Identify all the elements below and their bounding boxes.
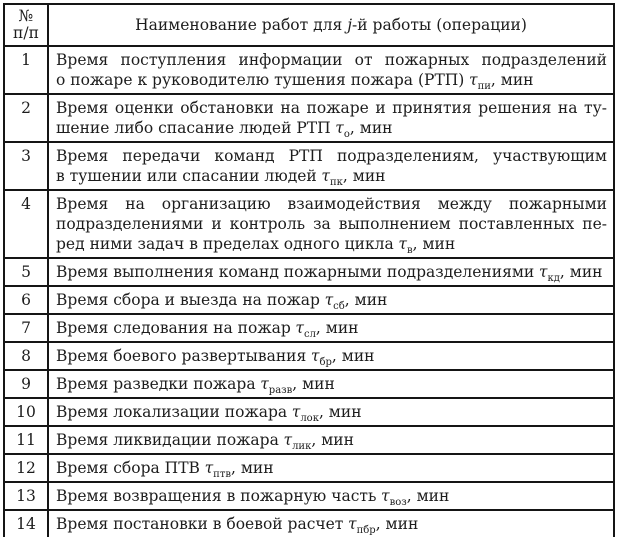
description-text: в тушении или спасании людей (56, 167, 317, 185)
description-text: Время сбора и выезда на пожар (56, 291, 320, 309)
tau-subscript: воз (389, 497, 407, 508)
tau-symbol: τ (348, 515, 357, 533)
description-line (56, 458, 607, 478)
description-line (56, 514, 607, 534)
unit-text: , мин (375, 515, 419, 533)
description-text: Время сбора ПТВ (56, 459, 200, 477)
row-number: 8 (4, 342, 48, 370)
table-row (4, 142, 614, 190)
tau-subscript: сл (303, 329, 316, 340)
row-number: 10 (4, 398, 48, 426)
description-line (56, 318, 607, 338)
row-number: 11 (4, 426, 48, 454)
row-description (48, 142, 614, 190)
tau-symbol: τ (324, 291, 334, 309)
table-row (4, 482, 614, 510)
tau-symbol: τ (291, 403, 301, 421)
description-text: Время возвращения в пожарную часть (56, 487, 377, 505)
header-number-line2: п/п (13, 24, 39, 42)
tau-subscript: лок (300, 413, 319, 424)
unit-text: , мин (349, 119, 393, 137)
table-row (4, 370, 614, 398)
row-description (48, 342, 614, 370)
row-number: 6 (4, 286, 48, 314)
row-number: 1 (4, 46, 48, 94)
description-line: подразделениями и контроль за выполнением поставленных пе- (56, 215, 607, 233)
unit-text: , мин (406, 487, 450, 505)
description-line (56, 234, 607, 254)
description-line (56, 374, 607, 394)
unit-text: , мин (315, 319, 359, 337)
description-line (56, 290, 607, 310)
description-line (56, 486, 607, 506)
description-line (56, 402, 607, 422)
row-description (48, 426, 614, 454)
tau-subscript: лик (292, 441, 312, 452)
row-number: 3 (4, 142, 48, 190)
row-number: 14 (4, 510, 48, 537)
description-text: Время выполнения команд пожарными подразделениями (56, 263, 535, 281)
table-row (4, 454, 614, 482)
tau-subscript: сб (333, 301, 345, 312)
row-description (48, 454, 614, 482)
table-row (4, 398, 614, 426)
tau-symbol: τ (538, 263, 548, 281)
row-description (48, 398, 614, 426)
tau-subscript: птв (213, 469, 231, 480)
column-header-name (48, 4, 614, 46)
table-row (4, 342, 614, 370)
description-line (56, 346, 607, 366)
tau-subscript: пбр (356, 525, 376, 536)
description-text: шение либо спасание людей РТП (56, 119, 331, 137)
description-line: Время поступления информации от пожарных подразделений (56, 51, 607, 69)
description-text: Время ликвидации пожара (56, 431, 279, 449)
description-text: Время боевого развертывания (56, 347, 307, 365)
row-description (48, 370, 614, 398)
table-row (4, 314, 614, 342)
tau-subscript: пи (477, 81, 491, 92)
tau-symbol: τ (335, 119, 344, 137)
tau-symbol: τ (321, 167, 330, 185)
description-text: Время постановки в боевой расчет (56, 515, 344, 533)
row-number: 13 (4, 482, 48, 510)
description-line: Время передачи команд РТП подразделениям, участвующим (56, 147, 607, 165)
table-row (4, 258, 614, 286)
description-text: о пожаре к руководителю тушения пожара (РТП) (56, 71, 465, 89)
header-number-line1: № (18, 7, 34, 25)
description-line (56, 70, 607, 90)
description-line (56, 262, 607, 282)
row-number: 12 (4, 454, 48, 482)
description-text: ред ними задач в пределах одного цикла (56, 235, 394, 253)
description-line (56, 118, 607, 138)
description-line (56, 430, 607, 450)
row-description (48, 314, 614, 342)
header-row (4, 4, 614, 46)
table-row (4, 46, 614, 94)
table-row (4, 190, 614, 258)
header-title-text: -й работы (операции) (352, 16, 527, 34)
row-description (48, 286, 614, 314)
row-number: 2 (4, 94, 48, 142)
description-text: Время разведки пожара (56, 375, 256, 393)
unit-text: , мин (292, 375, 335, 393)
tau-subscript: кд (547, 273, 560, 284)
tau-symbol: τ (398, 235, 407, 253)
row-number: 9 (4, 370, 48, 398)
unit-text: , мин (342, 167, 386, 185)
tau-subscript: разв (268, 385, 293, 396)
tau-subscript: в (406, 245, 413, 256)
row-number: 4 (4, 190, 48, 258)
row-description (48, 94, 614, 142)
tau-symbol: τ (468, 71, 478, 89)
description-line: Время на организацию взаимодействия между пожарными (56, 195, 607, 213)
row-description (48, 482, 614, 510)
row-description (48, 258, 614, 286)
description-text: Время следования на пожар (56, 319, 291, 337)
description-text: Время локализации пожара (56, 403, 288, 421)
tau-subscript: бр (319, 357, 332, 368)
tau-symbol: τ (295, 319, 304, 337)
table-row (4, 286, 614, 314)
column-header-number (4, 4, 48, 46)
unit-text: , мин (559, 263, 603, 281)
unit-text: , мин (230, 459, 274, 477)
works-table (3, 3, 615, 537)
tau-symbol: τ (283, 431, 293, 449)
unit-text: , мин (490, 71, 534, 89)
tau-symbol: τ (310, 347, 320, 365)
unit-text: , мин (412, 235, 456, 253)
row-description (48, 46, 614, 94)
tau-subscript: пк (330, 177, 343, 188)
unit-text: , мин (331, 347, 375, 365)
tau-symbol: τ (204, 459, 214, 477)
tau-subscript: о (343, 129, 350, 140)
tau-symbol: τ (381, 487, 390, 505)
variable-j: j (347, 16, 353, 34)
header-title-text: Наименование работ для (135, 16, 348, 34)
row-number: 5 (4, 258, 48, 286)
table-row (4, 426, 614, 454)
unit-text: , мин (344, 291, 388, 309)
row-description (48, 510, 614, 537)
description-line (56, 166, 607, 186)
unit-text: , мин (311, 431, 354, 449)
row-number: 7 (4, 314, 48, 342)
tau-symbol: τ (260, 375, 269, 393)
table-row (4, 94, 614, 142)
table-row (4, 510, 614, 537)
row-description (48, 190, 614, 258)
unit-text: , мин (318, 403, 362, 421)
description-line: Время оценки обстановки на пожаре и принятия решения на ту- (56, 99, 607, 117)
